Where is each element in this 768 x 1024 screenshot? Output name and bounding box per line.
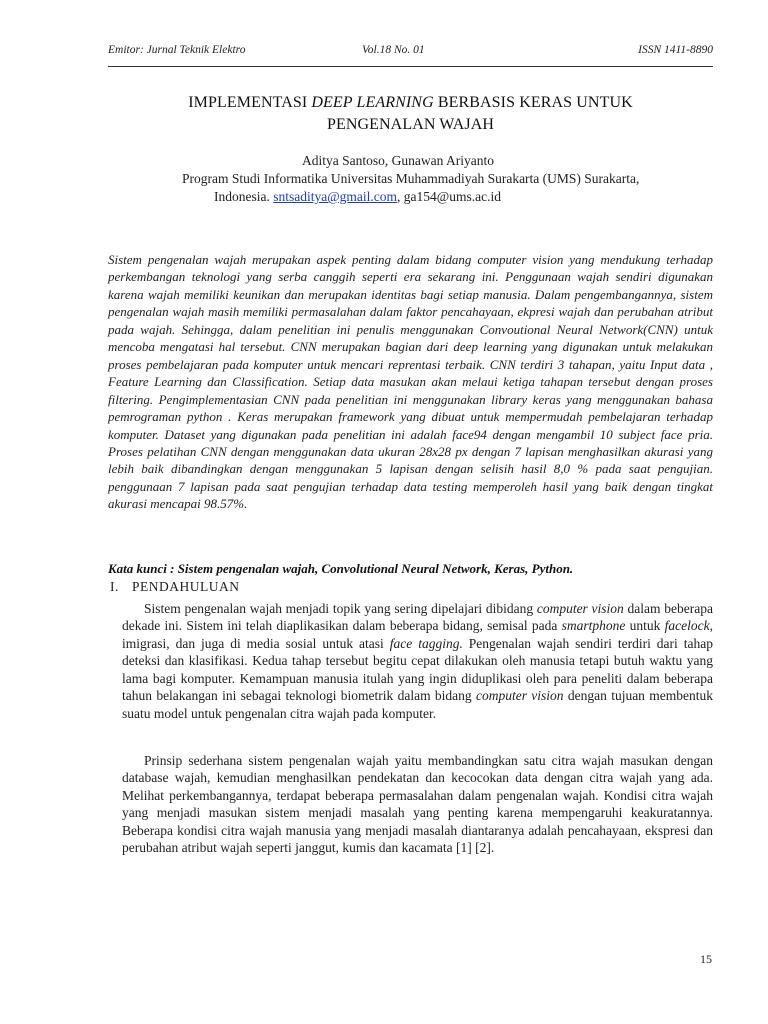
issn-number: ISSN 1411-8890	[638, 44, 713, 56]
p1-text-c: dalam beberapa dekade ini. Sistem ini telah diaplikasikan dalam beberapa bidang, semisal pada	[122, 601, 713, 634]
section-title: PENDAHULUAN	[132, 579, 240, 594]
author-email-link[interactable]: sntsaditya@gmail.com	[273, 189, 398, 204]
p2-text: Prinsip sederhana sistem pengenalan wajah yaitu membandingkan satu citra wajah masukan dengan database wajah, kemudian menghasilkan pendekatan dan kecocokan data dengan citra wajah yang ada. Melihat perkembangannya, terdapat beberapa permasalahan dalam pengenalan wajah. Kondisi citra wajah yang menjadi masukan sistem menjadi masalah yang penting karena mempengaruhi keakuratannya. Beberapa kondisi citra wajah manusia yang menjadi masalah diantaranya adalah pencahayaan, ekspresi dan perubahan atribut wajah seperti janggut, kumis dan kacamata [1] [2].	[122, 753, 713, 856]
title-part-1: IMPLEMENTASI	[188, 94, 312, 111]
p1-text-g: , imigrasi, dan juga di media sosial untuk atasi	[122, 618, 713, 651]
section-heading	[110, 578, 710, 596]
abstract-text: Sistem pengenalan wajah merupakan aspek penting dalam bidang computer vision yang mendukung terhadap perkembangan teknologi yang serba canggih seperti era sekarang ini. Penggunaan wajah sendiri digunakan karena wajah memiliki keunikan dan merupakan identitas bagi setiap manusia. Dalam pengembangannya, sistem pengenalan wajah masih memiliki permasalahan dalam faktor pencahayaan, ekpresi wajah dan perubahan atribut pada wajah. Sehingga, dalam penelitian ini penulis menggunakan Convoutional Neural Network(CNN) untuk mencoba mengatasi hal tersebut. CNN merupakan bagian dari deep learning yang digunakan untuk melakukan proses pembelajaran pada komputer untuk mencari reprentasi terbaik. CNN terdiri 3 tahapan, yaitu Input data , Feature Learning dan Classification. Setiap data masukan akan melaui ketiga tahapan tersebut dengan proses filtering. Pengimplementasian CNN pada penelitian ini menggunakan library keras yang menggunakan bahasa pemrograman python . Keras merupakan framework yang dibuat untuk mempermudah pembelajaran terhadap komputer. Dataset yang digunakan pada penelitian ini adalah face94 dengan mengambil 10 subject face pria. Proses pelatihan CNN dengan menggunakan data ukuran 28x28 px dengan 7 lapisan menghasilkan akurasi yang lebih baik dibandingkan dengan menggunakan 5 lapisan dengan selisih hasil 8,0 % pada saat pengujian. penggunaan 7 lapisan pada saat pengujian terhadap data testing memperoleh hasil yang baik dengan tingkat akurasi mencapai 98.57%.	[108, 252, 713, 512]
title-italic-part: DEEP LEARNING	[311, 94, 434, 111]
author-email-secondary: , ga154@ums.ac.id	[397, 189, 501, 204]
affiliation-country: Indonesia.	[214, 189, 274, 204]
title-line-2: PENGENALAN WAJAH	[326, 116, 495, 133]
p1-text-a: Sistem pengenalan wajah menjadi topik yang sering dipelajari dibidang	[144, 601, 537, 616]
abstract	[108, 251, 713, 513]
paper-title	[108, 92, 713, 136]
title-part-3: BERBASIS KERAS UNTUK	[433, 94, 633, 111]
header-divider	[108, 66, 713, 67]
p1-italic-j: computer vision	[476, 688, 564, 704]
p1-text-i: Pengenalan wajah sendiri terdiri dari tahap deteksi dan klasifikasi. Kedua tahap tersebut begitu cepat dilakukan oleh manusia tetapi butuh waktu yang lama bagi komputer. Kemampuan manusia itulah yang ingin diduplikasi oleh para peneliti dalam beberapa tahun belakangan ini sebagai teknologi biometrik dalam bidang	[122, 635, 713, 704]
author-contact	[214, 188, 501, 206]
body-paragraph-2	[122, 752, 713, 857]
section-number: I.	[110, 579, 119, 594]
p1-italic-f: facelock	[664, 618, 710, 634]
page-number: 15	[700, 952, 712, 966]
p1-text-k: dengan tujuan membentuk suatu model untuk pengenalan citra wajah pada komputer.	[122, 688, 713, 721]
volume-number: Vol.18 No. 01	[362, 44, 425, 56]
p1-italic-d: smartphone	[561, 618, 626, 634]
author-names: Aditya Santoso, Gunawan Ariyanto	[302, 153, 494, 168]
running-header	[108, 44, 713, 60]
journal-name: Emitor: Jurnal Teknik Elektro	[108, 44, 246, 56]
body-paragraph-1	[122, 600, 713, 722]
author-affiliation: Program Studi Informatika Universitas Muhammadiyah Surakarta (UMS) Surakarta,	[182, 171, 640, 186]
title-line-1	[108, 92, 713, 114]
p1-text-e: untuk	[625, 618, 665, 634]
p1-italic-h: face tagging.	[389, 635, 463, 651]
keywords: Kata kunci : Sistem pengenalan wajah, Convolutional Neural Network, Keras, Python.	[108, 561, 574, 576]
p1-italic-b: computer vision	[536, 601, 624, 616]
